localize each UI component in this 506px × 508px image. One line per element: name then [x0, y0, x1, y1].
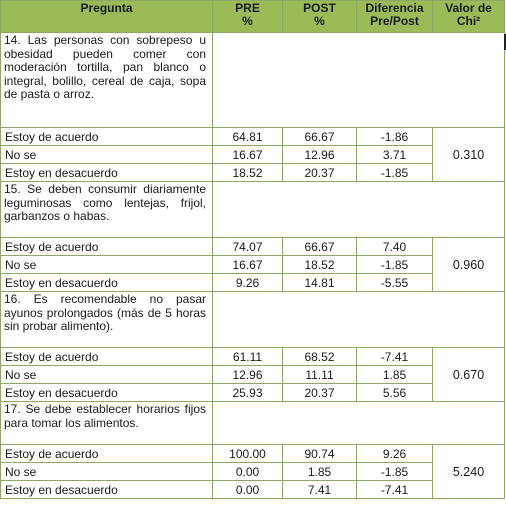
header-diferencia: Diferencia Pre/Post — [357, 1, 433, 33]
difference-value: 9.26 — [357, 445, 433, 463]
answer-row — [1, 481, 505, 499]
question-row — [1, 33, 505, 128]
question-row — [1, 402, 505, 445]
post-percent: 90.74 — [283, 445, 357, 463]
pre-percent: 12.96 — [213, 366, 283, 384]
pre-percent: 100.00 — [213, 445, 283, 463]
post-percent: 20.37 — [283, 384, 357, 402]
post-percent: 66.67 — [283, 128, 357, 146]
difference-value: -1.86 — [357, 128, 433, 146]
question-row — [1, 292, 505, 348]
difference-value: -1.85 — [357, 164, 433, 182]
answer-option: Estoy de acuerdo — [1, 445, 213, 463]
answer-row — [1, 384, 505, 402]
answer-option: Estoy en desacuerdo — [1, 274, 213, 292]
answer-row — [1, 256, 505, 274]
difference-value: 5.56 — [357, 384, 433, 402]
answer-option: Estoy de acuerdo — [1, 238, 213, 256]
question-row — [1, 182, 505, 238]
answer-row — [1, 164, 505, 182]
question-row-spacer — [213, 33, 505, 128]
answer-option: No se — [1, 256, 213, 274]
pre-percent: 74.07 — [213, 238, 283, 256]
post-percent: 1.85 — [283, 463, 357, 481]
post-percent: 68.52 — [283, 348, 357, 366]
answer-row — [1, 128, 505, 146]
answer-row — [1, 463, 505, 481]
chi-value: 0.310 — [433, 128, 505, 182]
post-percent: 7.41 — [283, 481, 357, 499]
answer-option: No se — [1, 146, 213, 164]
difference-value: -1.85 — [357, 256, 433, 274]
pre-percent: 18.52 — [213, 164, 283, 182]
difference-value: 3.71 — [357, 146, 433, 164]
question-text: 17. Se debe establecer horarios fijos para tomar los alimentos. — [1, 402, 213, 445]
answer-option: Estoy en desacuerdo — [1, 384, 213, 402]
pre-percent: 16.67 — [213, 146, 283, 164]
pre-percent: 0.00 — [213, 463, 283, 481]
post-percent: 66.67 — [283, 238, 357, 256]
pre-percent: 64.81 — [213, 128, 283, 146]
difference-value: -5.55 — [357, 274, 433, 292]
header-pregunta: Pregunta — [1, 1, 213, 33]
question-row-spacer — [213, 292, 505, 348]
post-percent: 11.11 — [283, 366, 357, 384]
chi-value: 0.670 — [433, 348, 505, 402]
answer-option: Estoy en desacuerdo — [1, 164, 213, 182]
pre-percent: 25.93 — [213, 384, 283, 402]
question-row-spacer — [213, 182, 505, 238]
difference-value: 7.40 — [357, 238, 433, 256]
answer-option: Estoy de acuerdo — [1, 128, 213, 146]
answer-option: Estoy de acuerdo — [1, 348, 213, 366]
post-percent: 12.96 — [283, 146, 357, 164]
answer-option: No se — [1, 463, 213, 481]
answer-option: No se — [1, 366, 213, 384]
difference-value: -7.41 — [357, 348, 433, 366]
question-row-spacer — [213, 402, 505, 445]
answer-row — [1, 274, 505, 292]
post-percent: 18.52 — [283, 256, 357, 274]
difference-value: 1.85 — [357, 366, 433, 384]
pre-percent: 0.00 — [213, 481, 283, 499]
answer-row — [1, 445, 505, 463]
answer-option: Estoy en desacuerdo — [1, 481, 213, 499]
answer-row — [1, 238, 505, 256]
header-chi: Valor de Chi² — [433, 1, 505, 33]
chi-value: 5.240 — [433, 445, 505, 499]
difference-value: -7.41 — [357, 481, 433, 499]
answer-row — [1, 146, 505, 164]
answer-row — [1, 348, 505, 366]
post-percent: 20.37 — [283, 164, 357, 182]
post-percent: 14.81 — [283, 274, 357, 292]
question-text: 14. Las personas con sobrepeso u obesidad pueden comer con moderación tortilla, pan blanco o integral, bolillo, cereal de caja, sopa de pasta o arroz. — [1, 33, 213, 128]
question-text: 15. Se deben consumir diariamente leguminosas como lentejas, frijol, garbanzos o habas. — [1, 182, 213, 238]
difference-value: -1.85 — [357, 463, 433, 481]
pre-percent: 16.67 — [213, 256, 283, 274]
chi-value: 0.960 — [433, 238, 505, 292]
pre-percent: 9.26 — [213, 274, 283, 292]
answer-row — [1, 366, 505, 384]
header-row — [1, 1, 505, 33]
question-text: 16. Es recomendable no pasar ayunos prolongados (más de 5 horas sin probar alimento). — [1, 292, 213, 348]
pre-percent: 61.11 — [213, 348, 283, 366]
header-pre: PRE % — [213, 1, 283, 33]
header-post: POST % — [283, 1, 357, 33]
